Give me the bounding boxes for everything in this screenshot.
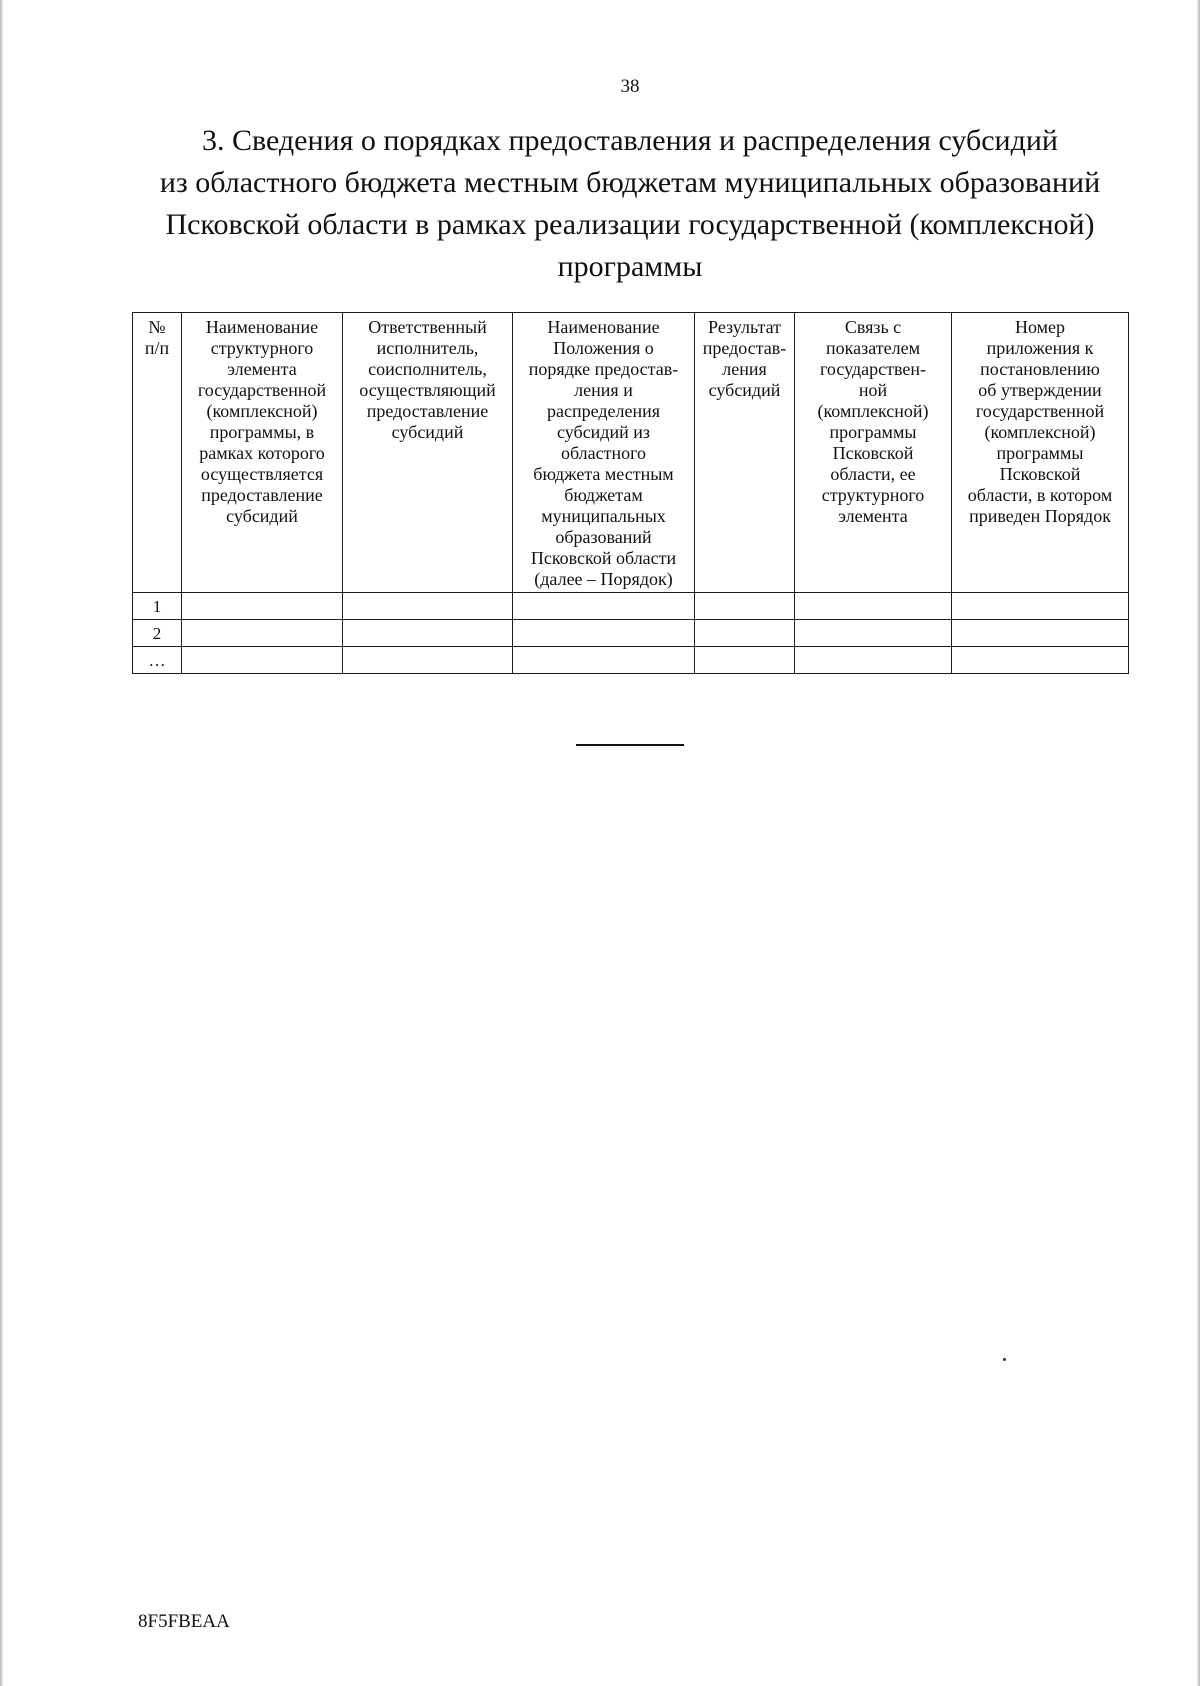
column-header-number: № п/п: [133, 313, 182, 593]
table-cell: [513, 593, 695, 620]
table-cell: [343, 620, 513, 647]
column-header-structural-element: Наименование структурного элемента государственной (комплексной) программы, в рамках которого осуществляется предоставление субсидий: [182, 313, 343, 593]
table-cell: [795, 647, 952, 674]
table-cell: [182, 647, 343, 674]
subsidy-table: [132, 312, 1129, 674]
column-header-indicator-link: Связь с показателем государствен- ной (комплексной) программы Псковской области, ее структурного элемента: [795, 313, 952, 593]
title-line: из областного бюджета местным бюджетам муниципальных образований: [159, 166, 1101, 199]
title-line: программы: [557, 250, 703, 283]
title-line: Псковской области в рамках реализации государственной (комплексной): [165, 208, 1095, 241]
title-line: 3. Сведения о порядках предоставления и распределения субсидий: [202, 124, 1058, 157]
table-row: [133, 620, 1129, 647]
document-code: 8F5FBEAA: [138, 1611, 230, 1632]
table-cell: [695, 620, 795, 647]
table-cell: [695, 593, 795, 620]
table-cell: [952, 647, 1129, 674]
row-number-cell: 2: [133, 620, 182, 647]
table-cell: [513, 620, 695, 647]
scan-dot: [1003, 1358, 1006, 1361]
column-header-appendix-number: Номер приложения к постановлению об утверждении государственной (комплексной) программы Псковской области, в котором приведен Порядок: [952, 313, 1129, 593]
table-cell: [695, 647, 795, 674]
table-cell: [795, 593, 952, 620]
table-cell: [952, 593, 1129, 620]
table-cell: [952, 620, 1129, 647]
table-cell: [343, 647, 513, 674]
row-number-cell: …: [133, 647, 182, 674]
row-number-cell: 1: [133, 593, 182, 620]
table-cell: [182, 593, 343, 620]
column-header-regulation-name: Наименование Положения о порядке предостав- ления и распределения субсидий из областного бюджета местным бюджетам муниципальных образований Псковской области (далее – Порядок): [513, 313, 695, 593]
section-title: [130, 120, 1130, 288]
table-header-row: [133, 313, 1129, 593]
table-row: [133, 593, 1129, 620]
end-of-section-rule: [576, 744, 684, 746]
table-cell: [513, 647, 695, 674]
page-edge-left: [0, 0, 3, 1686]
table-row: [133, 647, 1129, 674]
column-header-result: Результат предостав- ления субсидий: [695, 313, 795, 593]
page-number: 38: [620, 76, 640, 97]
table-cell: [795, 620, 952, 647]
table-cell: [343, 593, 513, 620]
column-header-executor: Ответственный исполнитель, соисполнитель, осуществляющий предоставление субсидий: [343, 313, 513, 593]
table-cell: [182, 620, 343, 647]
